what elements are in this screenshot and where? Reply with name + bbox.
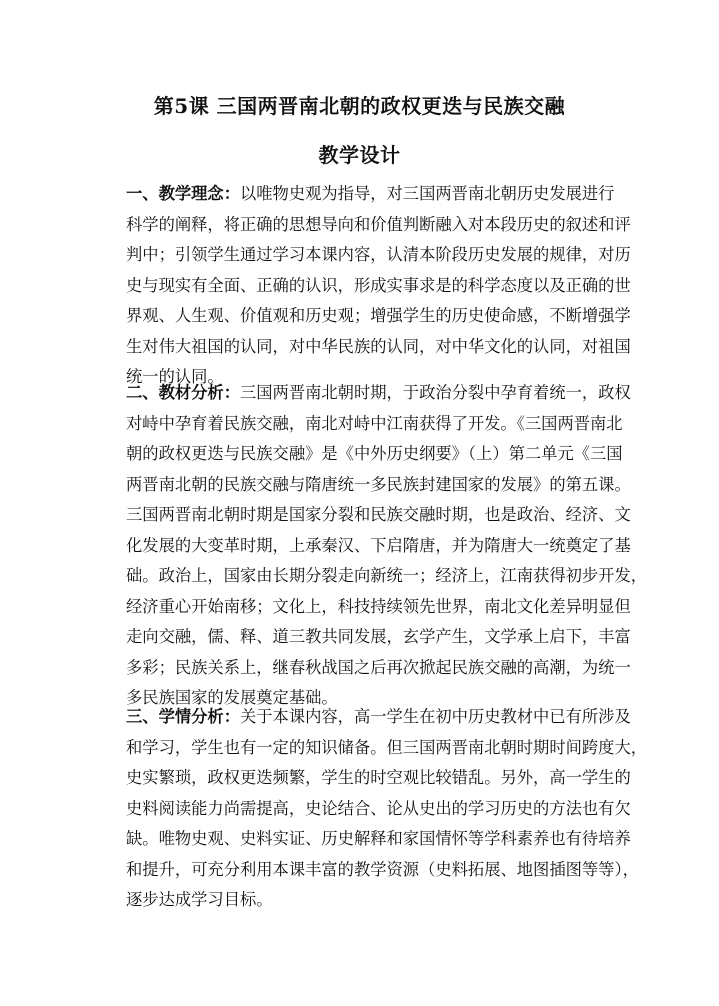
paragraph-line [126,500,631,531]
line-text: 史与现实有全面、正确的认识，形成实事求是的科学态度以及正确的世 [126,275,631,295]
paragraph-line [126,702,631,733]
line-text: 三国两晋南北朝时期，于政治分裂中孕育着统一，政权 [239,383,631,402]
paragraph-line [126,332,631,363]
paragraph-line [126,470,631,501]
line-text: 朝的政权更迭与民族交融》是《中外历史纲要》（上）第二单元《三国 [126,444,623,463]
line-text: 关于本课内容，高一学生在初中历史教材中已有所涉及 [239,707,631,726]
line-text: 对峙中孕育着民族交融，南北对峙中江南获得了开发。《三国两晋南北 [126,413,623,433]
line-text: 多彩；民族关系上，继春秋战国之后再次掀起民族交融的高潮，为统一 [126,657,631,677]
paragraph-line [126,409,623,440]
paragraph-line [126,210,631,241]
line-text: 判中；引领学生通过学习本课内容，认清本阶段历史发展的规律，对历 [126,245,631,264]
paragraph-line [126,439,623,470]
line-text: 化发展的大变革时期，上承秦汉、下启隋唐，并为隋唐大一统奠定了基 [126,535,631,555]
line-text: 统一的认同。 [126,367,224,386]
line-text: 生对伟大祖国的认同，对中华民族的认同，对中华文化的认同，对祖国 [126,336,631,356]
paragraph-line [126,240,631,271]
page-title: 第5课 三国两晋南北朝的政权更迭与民族交融 [153,94,566,118]
line-text: 三国两晋南北朝时期是国家分裂和民族交融时期，也是政治、经济、文 [126,505,631,524]
line-text: 走向交融，儒、释、道三教共同发展，玄学产生，文学承上启下，丰富 [126,627,631,646]
section-student-analysis [126,702,648,916]
paragraph-line [126,271,631,302]
paragraph-line [126,622,631,653]
page-subtitle: 教学设计 [318,143,401,167]
paragraph-line [126,733,648,764]
paragraph-line [126,378,631,409]
line-text: 缺。唯物史观、史料实证、历史解释和家国情怀等学科素养也有待培养 [126,829,631,848]
line-text: 史料阅读能力尚需提高，史论结合、论从史出的学习历史的方法也有欠 [126,798,631,818]
line-text: 逐步达成学习目标。 [126,890,273,909]
paragraph-line [126,301,631,332]
paragraph-line [126,592,631,623]
section-heading: 二、教材分析： [126,383,240,402]
line-text: 两晋南北朝的民族交融与隋唐统一多民族封建国家的发展》的第五课。 [126,474,631,494]
line-text: 和提升，可充分利用本课丰富的教学资源（史料拓展、地图插图等等）， [126,859,639,879]
paragraph-line [126,653,631,684]
paragraph-line [126,855,639,886]
line-text: 础。政治上，国家由长期分裂走向新统一；经济上，江南获得初步开发， [126,566,648,585]
section-textbook-analysis [126,378,648,714]
paragraph-line [126,763,631,794]
line-text: 多民族国家的发展奠定基础。 [126,688,338,707]
paragraph-line [126,561,648,592]
line-text: 经济重心开始南移；文化上，科技持续领先世界，南北文化差异明显但 [126,596,631,616]
paragraph-line [126,885,600,916]
line-text: 和学习，学生也有一定的知识储备。但三国两晋南北朝时期时间跨度大， [126,737,648,757]
paragraph-line [126,794,631,825]
section-heading: 三、学情分析： [126,707,240,726]
paragraph-line [126,824,631,855]
line-text: 科学的阐释，将正确的思想导向和价值判断融入对本段历史的叙述和评 [126,214,631,234]
line-text: 以唯物史观为指导，对三国两晋南北朝历史发展进行 [239,184,615,203]
line-text: 界观、人生观、价值观和历史观；增强学生的历史使命感，不断增强学 [126,306,631,325]
line-text: 史实繁琐，政权更迭频繁，学生的时空观比较错乱。另外，高一学生的 [126,768,631,787]
section-heading: 一、教学理念： [126,184,240,203]
paragraph-line [126,531,631,562]
paragraph-line [126,179,615,210]
